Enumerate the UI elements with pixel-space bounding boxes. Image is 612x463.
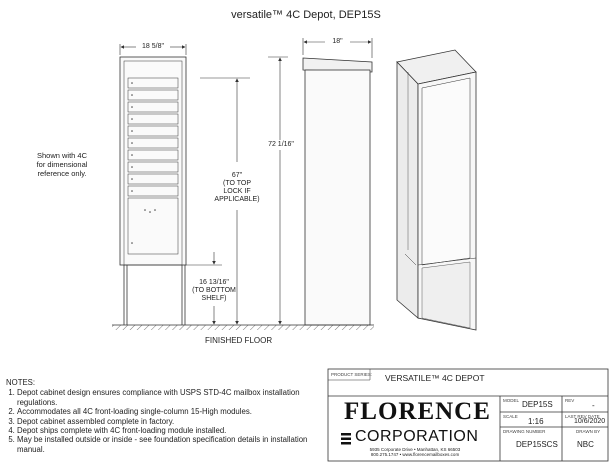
bottom-shelf-label [191,279,237,303]
front-width-label: 18 5/8" [142,43,164,50]
rev-label: REV [565,398,575,403]
top-lock-note-2: LOCK IF [223,188,251,195]
rev-value: - [592,401,595,410]
last-rev-value: 10/6/2020 [574,418,606,425]
product-series-label: PRODUCT SERIES: [331,372,373,377]
side-depth-label: 18" [332,38,343,45]
last-rev-label: LAST REV DATE [565,414,600,419]
note-item: 4. Depot ships complete with 4C front-loading module installed. [17,426,326,435]
finished-floor [112,325,374,330]
top-lock-note-1: (TO TOP [222,180,251,187]
scale-label: SCALE [503,414,518,419]
bottom-shelf-note-2: SHELF) [201,295,227,302]
note-item: 5. May be installed outside or inside - see foundation specification details in installation manual. [17,435,326,454]
company-logo-subtitle: CORPORATION [355,428,479,445]
reference-note-line-1: Shown with 4C [36,151,88,160]
reference-note [22,151,102,178]
top-lock-value: 67" [231,172,243,179]
top-lock-label [213,172,261,204]
notes-heading: NOTES: [6,378,36,387]
notes-list [6,388,326,454]
front-view [120,57,186,325]
isometric-view [397,50,476,330]
drawing-number-label: DRAWING NUMBER [503,429,546,434]
reference-note-line-3: reference only. [37,169,87,178]
product-series-value: VERSATILE™ 4C DEPOT [385,373,485,383]
company-address-line-1: 5935 Corporate Drive • Manhattan, KS 66503 [369,447,461,452]
side-view [303,58,372,325]
bottom-shelf-note-1: (TO BOTTOM [192,287,236,294]
finished-floor-label: FINISHED FLOOR [205,336,273,345]
notes-section [6,378,326,454]
top-lock-note-3: APPLICABLE) [214,196,260,203]
note-item: 3. Depot cabinet assembled complete in factory. [17,417,326,426]
drawing-title: versatile™ 4C Depot, DEP15S [231,9,381,21]
company-address-line-2: 800.275.1747 • www.florencemailboxes.com [370,452,460,457]
company-address [340,447,490,457]
scale-value: 1:16 [528,417,544,426]
company-logo-name: FLORENCE [344,398,491,425]
model-label: MODEL [503,398,520,403]
bottom-shelf-value: 16 13/16" [199,279,229,286]
logo-bars-icon [341,433,351,445]
model-value: DEP15S [522,400,553,409]
note-item: 2. Accommodates all 4C front-loading single-column 15-High modules. [17,407,326,416]
drawing-number-value: DEP15SCS [516,440,558,449]
overall-height-dimension [268,57,288,324]
overall-height-label: 72 1/16" [268,141,294,148]
note-item: 1. Depot cabinet design ensures compliance with USPS STD-4C mailbox installation regulations. [17,388,326,407]
reference-note-line-2: for dimensional [36,160,88,169]
drawn-by-label: DRAWN BY [576,429,601,434]
drawn-by-value: NBC [577,440,594,449]
